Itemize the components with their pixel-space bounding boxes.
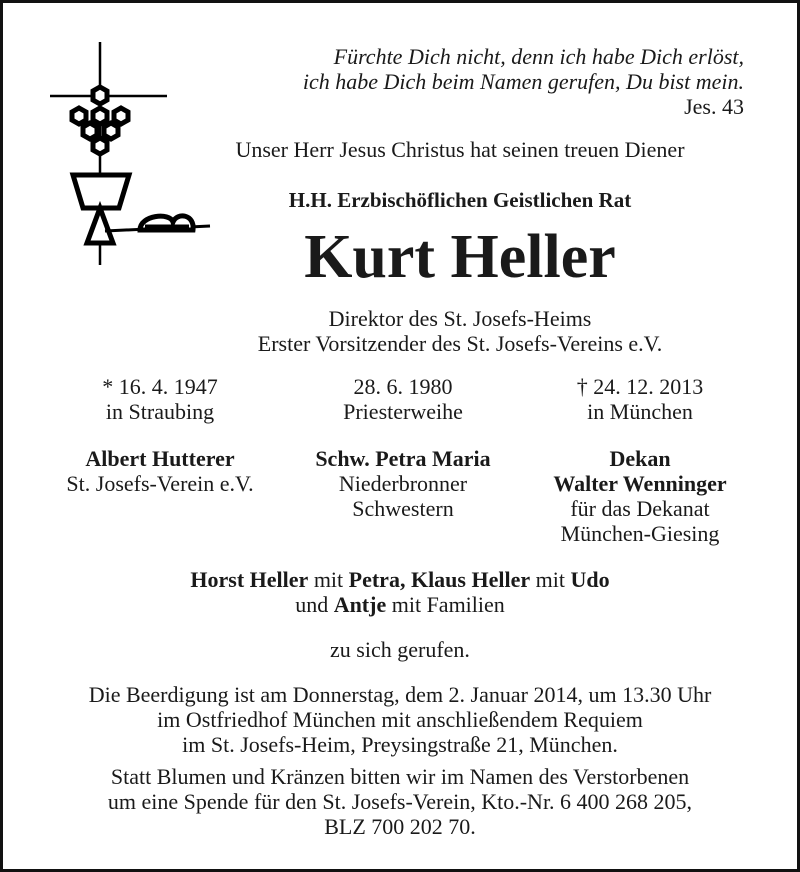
ordination-info [283,374,523,424]
role-2: Erster Vorsitzender des St. Josefs-Vereins e.V. [257,331,663,356]
connector: mit Familien [386,592,505,617]
birth-place: in Straubing [105,399,215,424]
verse-line-1: Fürchte Dich nicht, denn ich habe Dich erlöst, [333,44,744,69]
mourner-3 [510,446,770,546]
verse-reference: Jes. 43 [684,94,744,119]
deceased-name: Kurt Heller [304,223,616,291]
family-name: Udo [570,567,610,592]
role-1: Direktor des St. Josefs-Heims [328,306,592,331]
death-date: † 24. 12. 2013 [576,374,704,399]
honorific-title: H.H. Erzbischöflichen Geistlichen Rat [288,188,632,212]
mourner-line: Niederbronner [338,471,468,496]
mourner-name: Schw. Petra Maria [315,446,491,471]
called-text: zu sich gerufen. [330,637,470,662]
family-name: Petra, Klaus Heller [348,567,531,592]
mourner-line: München-Giesing [560,521,720,546]
donation-line-3: BLZ 700 202 70. [324,814,476,839]
mourner-name: Albert Hutterer [85,446,235,471]
ordination-label: Priesterweihe [343,399,463,424]
death-place: in München [587,399,693,424]
family-line-1 [0,567,800,592]
donation-line-1: Statt Blumen und Kränzen bitten wir im Namen des Verstorbenen [110,764,690,789]
mourner-line: St. Josefs-Verein e.V. [66,471,254,496]
funeral-line-3: im St. Josefs-Heim, Preysingstraße 21, München. [182,732,618,757]
mourner-1 [30,446,290,496]
family-name: Horst Heller [190,567,309,592]
birth-date: * 16. 4. 1947 [102,374,218,399]
birth-info [40,374,280,424]
mourner-line: Schwestern [352,496,454,521]
connector: mit [308,567,349,592]
intro-text: Unser Herr Jesus Christus hat seinen treuen Diener [235,137,685,162]
connector: und [295,592,334,617]
mourner-2 [273,446,533,521]
donation-line-2: um eine Spende für den St. Josefs-Verein, Kto.-Nr. 6 400 268 205, [107,789,693,814]
ordination-date: 28. 6. 1980 [353,374,453,399]
funeral-line-1: Die Beerdigung ist am Donnerstag, dem 2. Januar 2014, um 13.30 Uhr [88,682,712,707]
mourner-title: Dekan [609,446,671,471]
family-name: Antje [333,592,387,617]
funeral-line-2: im Ostfriedhof München mit anschließendem Requiem [157,707,643,732]
connector: mit [530,567,571,592]
mourner-name: Walter Wenninger [553,471,727,496]
death-info [520,374,760,424]
family-line-2 [0,592,800,617]
mourner-line: für das Dekanat [570,496,710,521]
verse-line-2: ich habe Dich beim Namen gerufen, Du bist mein. [302,69,744,94]
chalice-grapes-cross-icon [45,40,220,265]
